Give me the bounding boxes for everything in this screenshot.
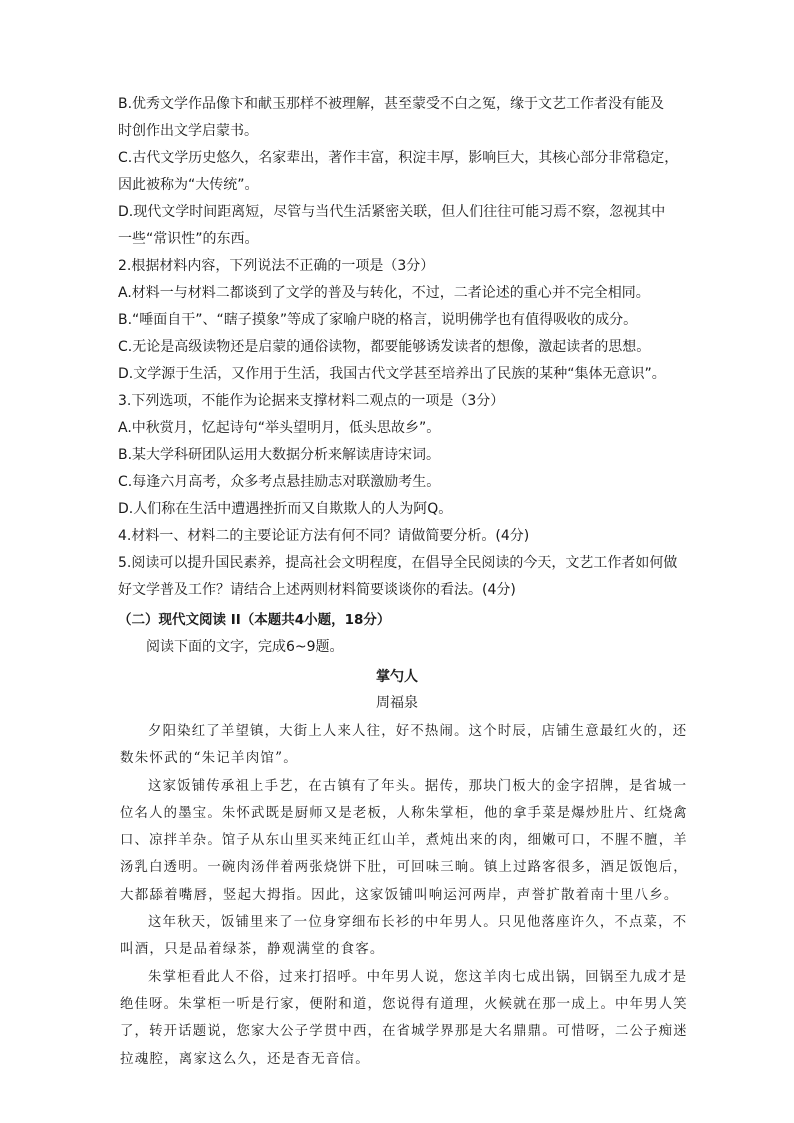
instruction (146, 634, 718, 661)
story-line: 大都舔着嘴唇，竖起大拇指。因此，这家饭铺叫响运河两岸，声誉扩散着南十里八乡。 (120, 886, 679, 903)
story-line: 位名人的墨宝。朱怀武既是厨师又是老板，人称朱掌柜，他的拿手菜是爆炒肚片、红烧禽 (120, 805, 688, 821)
question-line: 5.阅读可以提升国民素养，提高社会文明程度，在倡导全民阅读的今天，文艺工作者如何做 (118, 555, 678, 571)
question-line: D.人们称在生活中遭遇挫折而又自欺欺人的人为阿Q。 (118, 501, 453, 517)
story-line: 这年秋天，饭铺里来了一位身穿细布长衫的中年男人。只见他落座许久，不点菜，不 (148, 915, 688, 931)
question-line: 好文学普及工作？请结合上述两则材料简要谈谈你的看法。(4分) (118, 582, 516, 598)
section-heading (118, 607, 690, 634)
story-line: 汤乳白透明。一碗肉汤伴着两张烧饼下肚，可回味三晌。镇上过路客很多，酒足饭饱后， (120, 860, 688, 876)
question-line: 因此被称为“大传统”。 (118, 177, 259, 193)
story-body (120, 718, 690, 1073)
question-line: C.每逢六月高考，众多考点悬挂励志对联激励考生。 (118, 474, 441, 490)
question-line: C.无论是高级读物还是启蒙的通俗读物，都要能够诱发读者的想像，激起读者的思想。 (118, 339, 651, 355)
question-line: 3.下列选项，不能作为论据来支撑材料二观点的一项是（3分） (118, 393, 505, 409)
story-line: 朱掌柜看此人不俗，过来打招呼。中年男人说，您这羊肉七成出锅，回锅至九成才是 (148, 969, 688, 985)
story-line: 这家饭铺传承祖上手艺，在古镇有了年头。据传，那块门板大的金字招牌，是省城一 (148, 778, 688, 794)
story-line: 拉魂腔，离家这么久，还是杳无音信。 (120, 1050, 370, 1067)
question-line: 一些“常识性”的东西。 (118, 231, 259, 247)
story-line: 夕阳染红了羊望镇，大街上人来人往，好不热闹。这个时辰，店铺生意最红火的，还 (148, 724, 688, 739)
question-line: 4.材料一、材料二的主要论证方法有何不同？请做简要分析。(4分) (118, 528, 530, 544)
question-line: A.中秋赏月，忆起诗句“举头望明月，低头思故乡”。 (118, 420, 441, 436)
question-line: B.某大学科研团队运用大数据分析来解读唐诗宋词。 (118, 447, 441, 463)
question-line: A.材料一与材料二都谈到了文学的普及与转化，不过，二者论述的重心并不完全相同。 (118, 285, 650, 301)
story-line: 数朱怀武的“朱记羊肉馆”。 (120, 750, 298, 767)
question-line: D.文学源于生活，又作用于生活，我国古代文学甚至培养出了民族的某种“集体无意识”。 (118, 366, 666, 382)
story-line: 了，转开话题说，您家大公子学贯中西，在省城学界那是大名鼎鼎。可惜呀，二公子痴迷 (120, 1024, 688, 1040)
story-title: 掌勺人 (376, 669, 418, 685)
questions-block (118, 91, 690, 604)
instruction-text: 阅读下面的文字，完成6~9题。 (146, 639, 344, 655)
question-line: B.“唾面自干”、“瞎子摸象”等成了家喻户晓的格言，说明佛学也有值得吸收的成分。 (118, 312, 638, 328)
question-line: D.现代文学时间距离短，尽管与当代生活紧密关联，但人们往往可能习焉不察，忽视其中 (118, 204, 666, 220)
story-author: 周福泉 (376, 695, 418, 711)
question-line: 时创作出文学启蒙书。 (118, 123, 258, 139)
story-line: 口、凉拌羊杂。馆子从东山里买来纯正红山羊，煮炖出来的肉，细嫩可口，不腥不膻，羊 (120, 833, 688, 849)
question-line: C.古代文学历史悠久，名家辈出，著作丰富，积淀丰厚，影响巨大，其核心部分非常稳定， (118, 150, 679, 166)
story-line: 叫酒，只是品着绿茶，静观满堂的食客。 (120, 941, 385, 958)
section-heading-text: （二）现代文阅读 II（本题共4小题，18分） (118, 612, 391, 628)
story-line: 绝佳呀。朱掌柜一听是行家，便附和道，您说得有道理，火候就在那一成上。中年男人笑 (120, 996, 688, 1012)
question-line: B.优秀文学作品像卞和献玉那样不被理解，甚至蒙受不白之冤，缘于文艺工作者没有能及 (118, 96, 665, 112)
question-line: 2.根据材料内容，下列说法不正确的一项是（3分） (118, 258, 435, 274)
